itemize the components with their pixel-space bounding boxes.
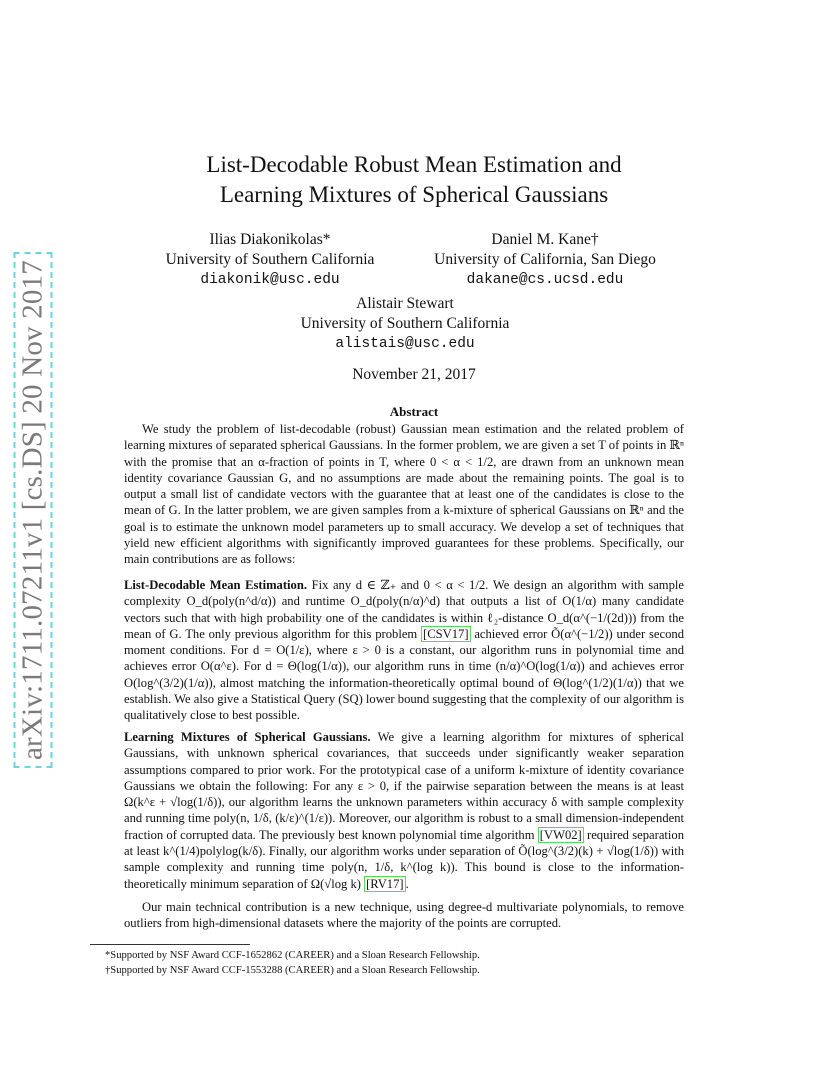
footnote-1: *Supported by NSF Award CCF-1652862 (CAREER) and a Sloan Research Fellowship. [105,950,480,961]
paragraph-text: achieved error Õ(α^(−1/2)) under second moment conditions. For d = O(1/ε), where ε > 0 is a constant, our algorithm runs in polynomial time and achieves error O(α^ε). For d = Θ(log(1/α)), our algorithm runs in time (n/α)^O(log(1/α)) and achieves error O(log^(3/2)(1/α)), almost matching the information-theoretically optimal bound of Θ(log^(1/2)(1/α)) that we establish. We also give a Statistical Query (SQ) lower bound suggesting that the complexity of our algorithm is qualitatively close to best possible. [124,626,684,723]
paragraph-text: required separation at least k^(1/4)polylog(k/δ). Finally, our algorithm works under separation of Õ(log^(3/2)(k) + √log(1/δ)) with sample complexity and running time poly(n, 1/δ, k^(log k)). This bound is close to the information-theoretically minimum separation of Ω(√log k) [124,827,684,891]
author-block-3 [270,294,540,354]
abstract-text: We study the problem of list-decodable (robust) Gaussian mean estimation and the related problem of learning mixtures of separated spherical Gaussians. In the former problem, we are given a set T of points in ℝⁿ with the promise that an α-fraction of points in T, where 0 < α < 1/2, are drawn from an unknown mean identity covariance Gaussian G, and no assumptions are made about the remaining points. The goal is to output a small list of candidate vectors with the guarantee that at least one of the candidates is close to the mean of G. In the latter problem, we are given samples from a k-mixture of spherical Gaussians on ℝⁿ and the goal is to estimate the unknown model parameters up to small accuracy. We develop a set of techniques that yield new efficient algorithms with significantly improved guarantees for these problems. Specifically, our main contributions are as follows: [124,422,684,567]
author-email[interactable]: diakonik@usc.edu [200,272,340,288]
title-line-2: Learning Mixtures of Spherical Gaussians [219,182,609,207]
citation-link[interactable]: [CSV17] [423,626,469,641]
author-block-1 [150,230,390,290]
section-heading: List-Decodable Mean Estimation. [124,578,307,592]
arxiv-identifier[interactable]: arXiv:1711.07211v1 [cs.DS] 20 Nov 2017 [14,252,53,768]
author-block-2 [410,230,680,290]
author-affiliation: University of California, San Diego [434,251,656,268]
paragraph-text: We give a learning algorithm for mixtures of spherical Gaussians, with unknown spherical covariances, that succeeds under significantly weaker separation assumptions compared to prior work. For the prototypical case of a uniform k-mixture of identity covariance Gaussians we obtain the following: For any ε > 0, if the pairwise separation between the means is at least Ω(k^ε + √log(1/δ)), our algorithm learns the unknown parameters within accuracy δ with sample complexity and running time poly(n, 1/δ, (k/ε)^(1/ε)). Moreover, our algorithm is robust to a small dimension-independent fraction of corrupted data. The previously best known polynomial time algorithm [124,730,685,842]
citation-link[interactable]: [RV17] [366,876,404,891]
footnote-2: †Supported by NSF Award CCF-1553288 (CAREER) and a Sloan Research Fellowship. [105,965,480,976]
section-heading: Learning Mixtures of Spherical Gaussians. [124,730,371,744]
paper-date: November 21, 2017 [352,366,476,383]
abstract-paragraph-2 [124,577,684,724]
author-email[interactable]: dakane@cs.ucsd.edu [466,272,624,288]
author-email[interactable]: alistais@usc.edu [335,336,475,352]
paper-title [0,150,828,210]
abstract-paragraph-1 [124,421,684,568]
abstract-paragraph-3 [124,729,684,892]
footnote-rule [90,944,250,945]
arxiv-sidebar [10,250,56,770]
citation-link[interactable]: [VW02] [539,827,582,842]
abstract-paragraph-4 [124,899,684,932]
author-name: Alistair Stewart [356,295,454,312]
title-line-1: List-Decodable Robust Mean Estimation and [206,152,622,177]
paragraph-text: . [405,876,409,891]
abstract-heading: Abstract [389,404,439,419]
author-name: Ilias Diakonikolas* [209,231,331,248]
author-affiliation: University of Southern California [300,315,510,332]
paragraph-text: Fix any d ∈ ℤ₊ and 0 < α < 1/2. We design an algorithm with sample complexity O_d(poly(n^d/α)) and runtime O_d(poly(n/α)^d) that outputs a list of O(1/α) many candidate vectors such that with high probability one of the candidates is within ℓ₂-distance O_d(α^(−1/(2d))) from the mean of G. The only previous algorithm for this problem [124,578,684,641]
author-affiliation: University of Southern California [165,251,375,268]
paragraph-text: Our main technical contribution is a new technique, using degree-d multivariate polynomials, to remove outliers from high-dimensional datasets where the majority of the points are corrupted. [124,900,684,931]
author-name: Daniel M. Kane† [491,231,599,248]
